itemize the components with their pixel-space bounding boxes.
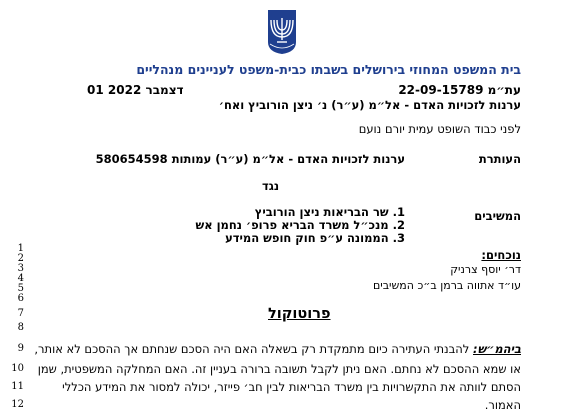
hearing-date: 01 דצמבר 2022 [87,83,184,97]
respondents-label: המשיבים [474,209,521,223]
line-number: 12 [11,399,24,410]
respondent-item: 1. שר הבריאות ניצן הורוביץ [254,205,405,219]
line-number: 4 [17,273,24,284]
protocol-line: הסתם לוותה את התקשרויות בין משרד הבריאות לבין חב׳ פייזר, יכולה למסור את המידע הכללי [62,380,521,394]
against-label: נגד [262,179,280,193]
line-number: 7 [17,308,24,319]
petitioner-name: ערנות לזכויות האדם - אל״מ (ע״ר) עמותות 580654598 [95,152,405,166]
line-number: 9 [17,343,24,354]
protocol-line: האמור. [484,398,521,412]
line-number: 8 [17,322,24,333]
speaker-label: ביהמ״ש: [473,342,521,356]
present-attendee: דר׳ יוסף צרניק [450,263,521,276]
line-number: 1 [17,243,24,254]
before-judge: לפני כבוד השופט עמית יורם נועם [358,122,521,136]
case-number: עת״מ 22-09-15789 [398,83,521,97]
line-number: 5 [17,283,24,294]
petitioner-label: העותרת [478,152,521,166]
line-number: 10 [11,363,24,374]
state-emblem-icon [262,6,302,56]
court-title: בית המשפט המחוזי בירושלים בשבתו כבית-משפט לעניינים מנהליים [136,62,521,77]
protocol-line-text: להבנתי העתירה כיום מתמקדת רק בשאלה האם היה הסכם שנחתם אך ההסכם לא אותר, [34,342,473,356]
line-number: 2 [17,253,24,264]
present-header: נוכחים: [481,248,521,262]
appeal-title: ערנות לזכויות האדם - אל״מ (ע״ר) נ׳ ניצן הורוביץ ואח׳ [218,98,521,112]
present-attendee: עו״ד אתווה ברמן ב״כ המשיבים [372,279,521,292]
protocol-title: פרוטוקול [268,306,331,322]
line-number: 6 [17,293,24,304]
respondent-item: 3. הממונה ע״פ חוק חופש המידע [225,231,405,245]
line-number: 11 [11,381,24,392]
protocol-line [34,342,521,356]
line-number: 3 [17,263,24,274]
protocol-line: או שמא ההסכם לא נחתם. האם ניתן לקבל תשובה ברורה בעניין זה. האם המחלקה המשפטית, שמן [37,362,521,376]
respondent-item: 2. מנכ״ל משרד הבריא פרופ׳ נחמן אש [195,218,405,232]
